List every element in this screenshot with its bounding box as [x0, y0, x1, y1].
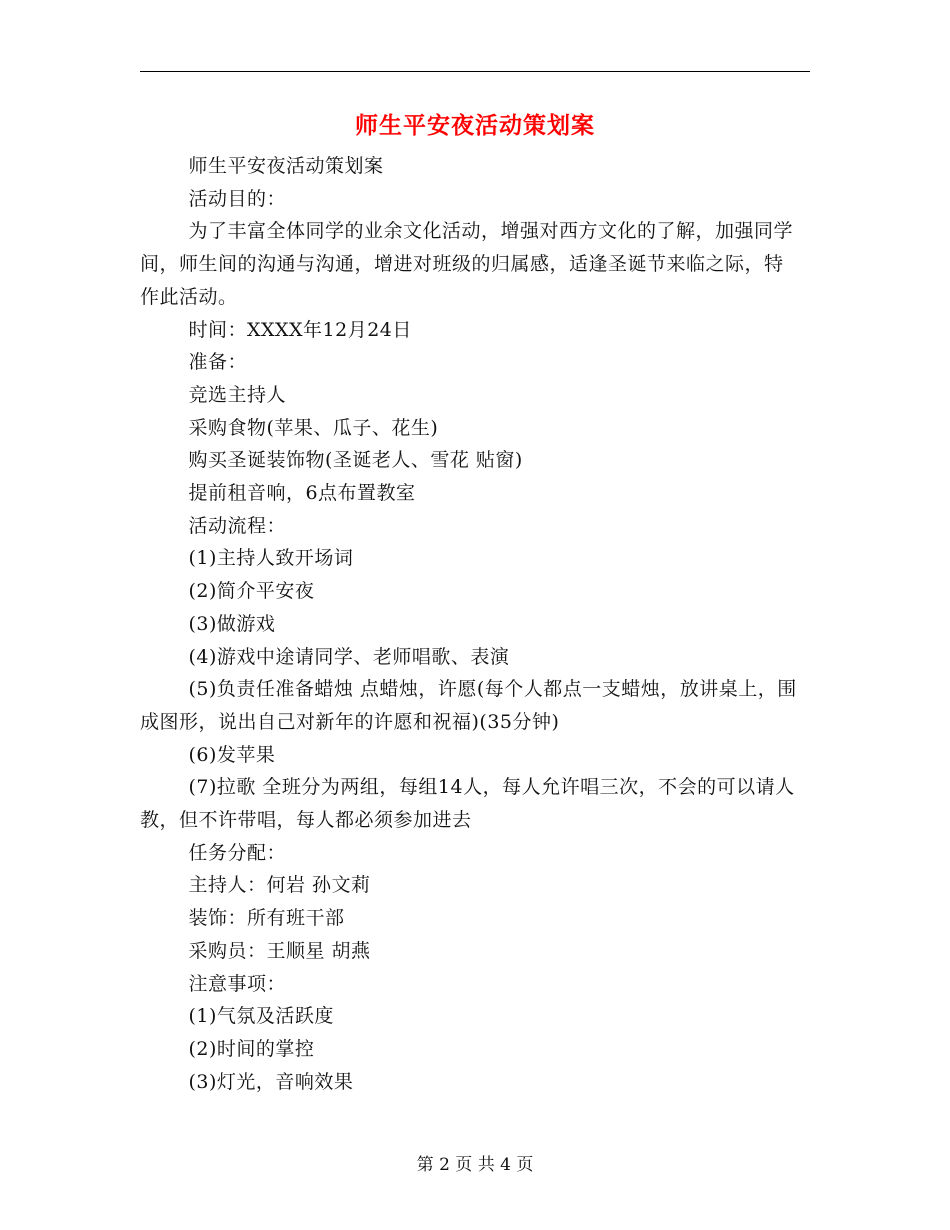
paragraph: 购买圣诞装饰物(圣诞老人、雪花 贴窗) [188, 449, 523, 472]
header-rule [140, 71, 810, 72]
paragraph: (1)主持人致开场词 [188, 547, 354, 570]
paragraph: 为了丰富全体同学的业余文化活动，增强对西方文化的了解，加强同学间，师生间的沟通与沟通，增进对班级的归属感，适逢圣诞节来临之际，特作此活动。 [140, 220, 793, 308]
page-footer: 第 2 页 共 4 页 [416, 1155, 534, 1175]
paragraph: (7)拉歌 全班分为两组，每组14人，每人允许唱三次，不会的可以请人教，但不许带唱，每人都必须参加进去 [140, 776, 795, 832]
paragraph: 装饰：所有班干部 [188, 907, 345, 930]
paragraph: (4)游戏中途请同学、老师唱歌、表演 [188, 645, 510, 668]
paragraph: (2)简介平安夜 [188, 580, 315, 603]
paragraph: 活动目的： [188, 187, 286, 210]
paragraph: (5)负责任准备蜡烛 点蜡烛，许愿(每个人都点一支蜡烛，放讲桌上，围成图形，说出自己对新年的许愿和祝福)(35分钟) [140, 678, 797, 733]
paragraph: 准备： [188, 351, 247, 374]
paragraph: 主持人：何岩 孙文莉 [188, 874, 371, 897]
paragraph: 师生平安夜活动策划案 [188, 155, 384, 177]
paragraph: (3)灯光，音响效果 [188, 1070, 354, 1093]
paragraph: (3)做游戏 [188, 612, 276, 635]
paragraph: (2)时间的掌控 [188, 1037, 315, 1060]
paragraph: 竞选主持人 [188, 383, 286, 406]
paragraph: 任务分配： [188, 841, 286, 864]
document-body [140, 150, 800, 1098]
paragraph: (1)气氛及活跃度 [188, 1005, 334, 1028]
paragraph: 采购食物(苹果、瓜子、花生) [188, 416, 439, 439]
document-title: 师生平安夜活动策划案 [355, 112, 595, 139]
paragraph: 活动流程： [188, 514, 286, 537]
paragraph: 时间：XXXX年12月24日 [188, 318, 412, 341]
paragraph: 采购员：王顺星 胡燕 [188, 939, 371, 962]
paragraph: 提前租音响，6点布置教室 [188, 482, 416, 505]
paragraph: 注意事项： [188, 972, 286, 995]
paragraph: (6)发苹果 [188, 743, 276, 766]
